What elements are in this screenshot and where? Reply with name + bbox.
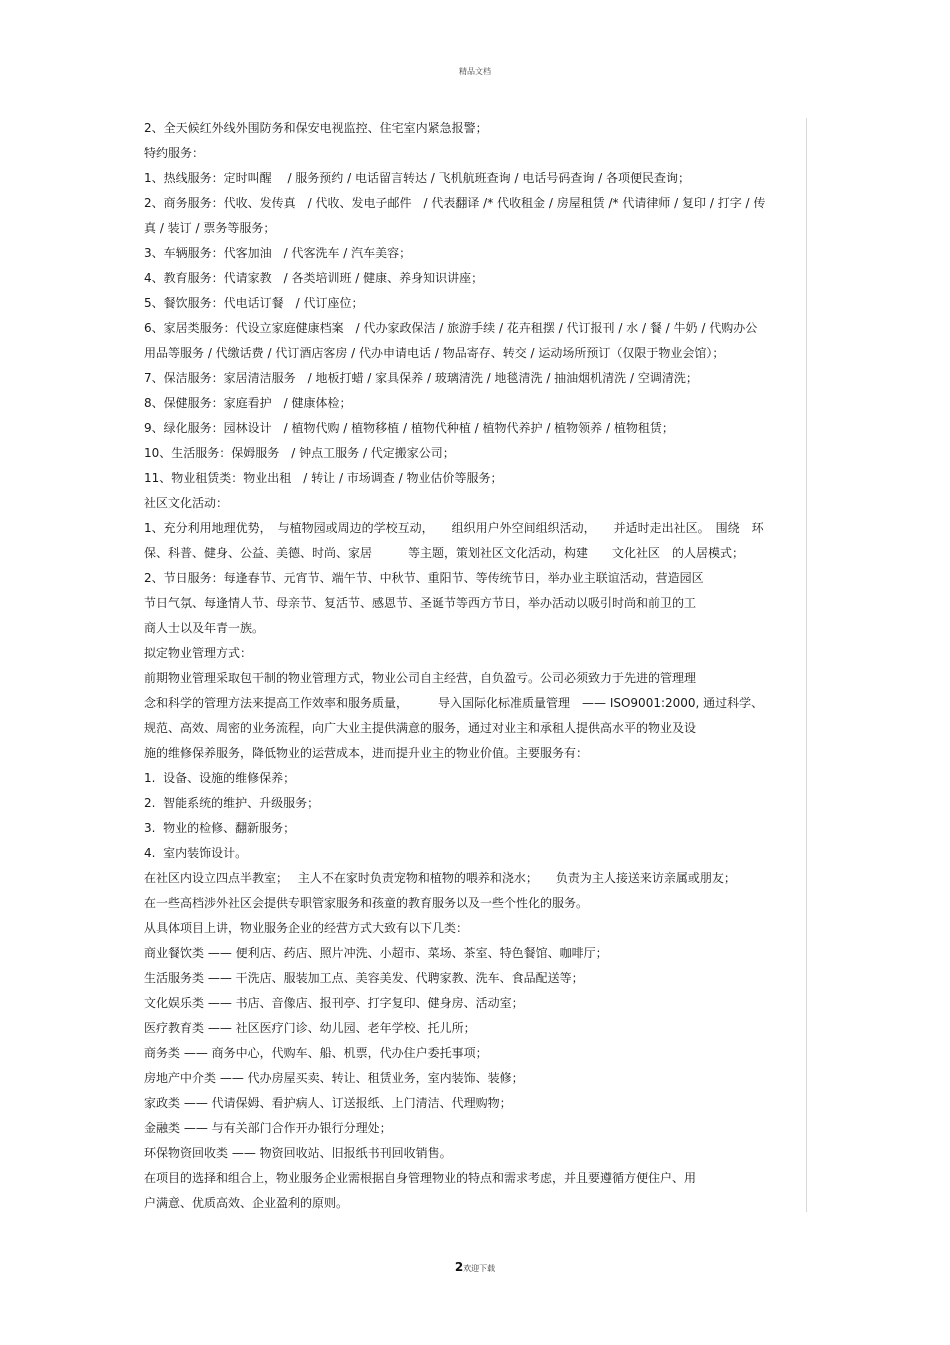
text-line: 节日气氛、每逢情人节、母亲节、复活节、感恩节、圣诞节等西方节日，举办活动以吸引时尚和前卫的工 — [144, 596, 697, 610]
text-line: 2、全天候红外线外围防务和保安电视监控、住宅室内紧急报警； — [144, 121, 488, 135]
text-line: 在社区内设立四点半教室； 主人不在家时负责宠物和植物的喂养和浇水； 负责为主人接送来访亲属或朋友； — [144, 871, 736, 885]
footer-text: 欢迎下载 — [463, 1264, 496, 1273]
text-line: 施的维修保养服务，降低物业的运营成本，进而提升业主的物业价值。主要服务有： — [144, 746, 589, 760]
text-line: 社区文化活动： — [144, 496, 229, 510]
text-line: 前期物业管理采取包干制的物业管理方式，物业公司自主经营，自负盈亏。公司必须致力于先进的管理理 — [144, 671, 697, 685]
text-line: 医疗教育类 —— 社区医疗门诊、幼儿园、老年学校、托儿所； — [144, 1021, 476, 1035]
text-line: 3、车辆服务：代客加油 / 代客洗车 / 汽车美容； — [144, 246, 412, 260]
text-line: 1、充分利用地理优势， 与植物园或周边的学校互动， 组织用户外空间组织活动， 并适时走出社区。 围绕 环 — [144, 521, 764, 535]
text-line: 特约服务： — [144, 146, 205, 160]
text-line: 文化娱乐类 —— 书店、音像店、报刊亭、打字复印、健身房、活动室； — [144, 996, 524, 1010]
text-line: 从具体项目上讲，物业服务企业的经营方式大致有以下几类： — [144, 921, 469, 935]
text-line: 10、生活服务：保姆服务 / 钟点工服务 / 代定搬家公司； — [144, 446, 455, 460]
text-line: 环保物资回收类 —— 物资回收站、旧报纸书刊回收销售。 — [144, 1146, 452, 1160]
text-line: 用品等服务 / 代缴话费 / 代订酒店客房 / 代办申请电话 / 物品寄存、转交 / 运动场所预订（仅限于物业会馆）； — [144, 346, 725, 360]
text-line: 5、餐饮服务：代电话订餐 / 代订座位； — [144, 296, 364, 310]
text-line: 真 / 装订 / 票务等服务； — [144, 221, 276, 235]
text-line: 规范、高效、周密的业务流程，向广大业主提供满意的服务，通过对业主和承租人提供高水平的物业及设 — [144, 721, 697, 735]
text-line: 在项目的选择和组合上，物业服务企业需根据自身管理物业的特点和需求考虑，并且要遵循方便住户、用 — [144, 1171, 697, 1185]
text-line: 家政类 —— 代请保姆、看护病人、订送报纸、上门清洁、代理购物； — [144, 1096, 512, 1110]
text-line: 商务类 —— 商务中心，代购车、船、机票，代办住户委托事项； — [144, 1046, 488, 1060]
text-line: 7、保洁服务：家居清洁服务 / 地板打蜡 / 家具保养 / 玻璃清洗 / 地毯清洗 / 抽油烟机清洗 / 空调清洗； — [144, 371, 698, 385]
text-line: 保、科普、健身、公益、美德、时尚、家居 等主题，策划社区文化活动，构建 文化社区 的人居模式； — [144, 546, 745, 560]
text-line: 商业餐饮类 —— 便利店、药店、照片冲洗、小超市、菜场、茶室、特色餐馆、咖啡厅； — [144, 946, 608, 960]
text-line: 念和科学的管理方法来提高工作效率和服务质量， 导入国际化标准质量管理 —— ISO9001:2000, 通过科学、 — [144, 696, 764, 710]
text-line: 1. 设备、设施的维修保养； — [144, 771, 296, 785]
text-line: 2、节日服务：每逢春节、元宵节、端午节、中秋节、重阳节、等传统节日，举办业主联谊活动，营造园区 — [144, 571, 704, 585]
document-body — [144, 116, 808, 1216]
text-line: 2. 智能系统的维护、升级服务； — [144, 796, 320, 810]
text-line: 在一些高档涉外社区会提供专职管家服务和孩童的教育服务以及一些个性化的服务。 — [144, 896, 589, 910]
text-line: 商人士以及年青一族。 — [144, 621, 265, 635]
text-line: 9、绿化服务：园林设计 / 植物代购 / 植物移植 / 植物代种植 / 植物代养护 / 植物领养 / 植物租赁； — [144, 421, 674, 435]
text-line: 4、教育服务：代请家教 / 各类培训班 / 健康、养身知识讲座； — [144, 271, 484, 285]
page-number: 2 — [454, 1260, 464, 1274]
text-line: 2、商务服务：代收、发传真 / 代收、发电子邮件 / 代表翻译 /* 代收租金 / 房屋租赁 /* 代请律师 / 复印 / 打字 / 传 — [144, 196, 766, 210]
text-line: 拟定物业管理方式： — [144, 646, 253, 660]
text-line: 金融类 —— 与有关部门合作开办银行分理处； — [144, 1121, 392, 1135]
text-line: 3. 物业的检修、翻新服务； — [144, 821, 296, 835]
page-footer — [0, 1260, 950, 1274]
text-line: 房地产中介类 —— 代办房屋买卖、转让、租赁业务，室内装饰、装修； — [144, 1071, 524, 1085]
text-line: 8、保健服务：家庭看护 / 健康体检； — [144, 396, 352, 410]
page-header: 精品文档 — [459, 67, 491, 76]
text-line: 户满意、优质高效、企业盈利的原则。 — [144, 1196, 349, 1210]
text-line: 6、家居类服务：代设立家庭健康档案 / 代办家政保洁 / 旅游手续 / 花卉租摆 / 代订报刊 / 水 / 餐 / 牛奶 / 代购办公 — [144, 321, 758, 335]
text-line: 1、热线服务：定时叫醒 / 服务预约 / 电话留言转达 / 飞机航班查询 / 电话号码查询 / 各项便民查询； — [144, 171, 690, 185]
text-line: 生活服务类 —— 干洗店、服装加工点、美容美发、代聘家教、洗车、食品配送等； — [144, 971, 584, 985]
text-line: 11、物业租赁类：物业出租 / 转让 / 市场调查 / 物业估价等服务； — [144, 471, 503, 485]
text-line: 4. 室内装饰设计。 — [144, 846, 248, 860]
